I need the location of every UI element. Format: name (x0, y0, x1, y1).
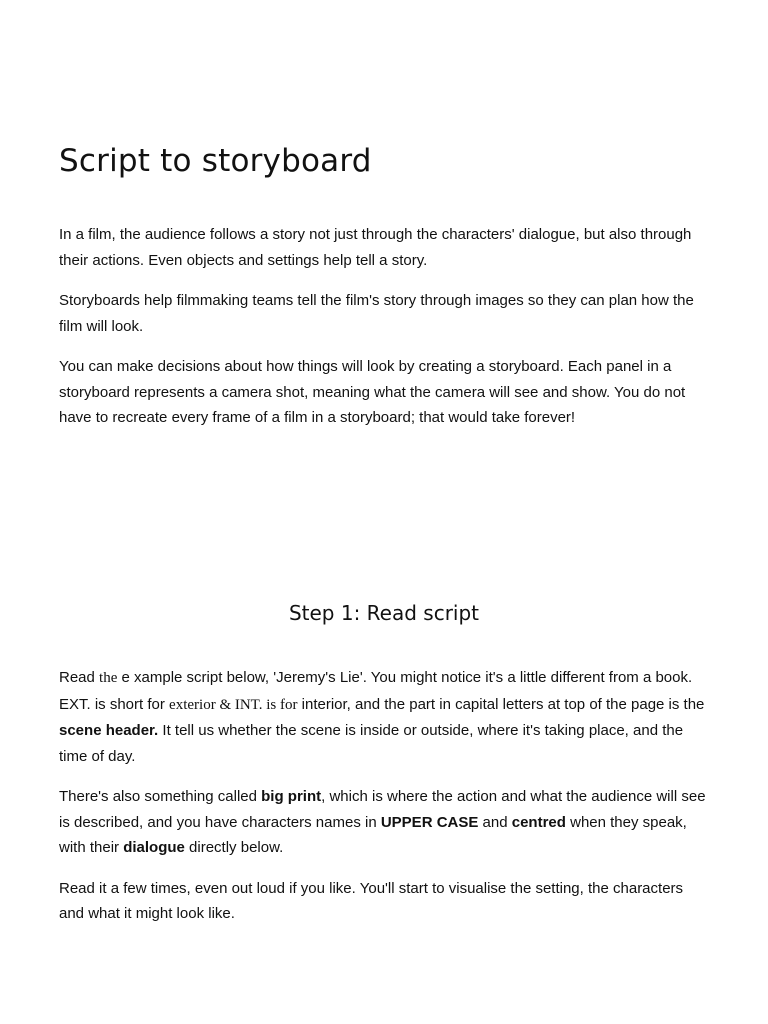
text-run: It tell us whether the scene is inside or outside, where it's taking place, and the time of day. (59, 722, 684, 765)
bold-term-dialogue: dialogue (123, 839, 185, 856)
step1-section (59, 665, 709, 927)
step-heading: Step 1: Read script (288, 601, 480, 625)
intro-paragraph: Storyboards help filmmaking teams tell the film's story through images so they can plan how the film will look. (59, 292, 694, 335)
text-run: when they speak, with their (59, 813, 687, 856)
intro-paragraph: In a film, the audience follows a story not just through the characters' dialogue, but also through their actions. Even objects and settings help tell a story. (59, 226, 692, 269)
text-run: , which is where the action and what the audience will see is described, and you have characters names in (59, 788, 706, 831)
text-run: exterior & INT. is for (169, 696, 298, 713)
text-run: e xample script below, 'Jeremy's Lie'. You might notice it's a little different from a book. EXT. is short for (59, 669, 693, 713)
bold-term-centred: centred (511, 813, 566, 831)
step1-paragraph-2 (59, 784, 709, 861)
page-title: Script to storyboard (59, 143, 372, 179)
bold-term-upper-case: UPPER CASE (380, 813, 479, 831)
text-run: Read (59, 669, 100, 686)
step1-paragraph-3: Read it a few times, even out loud if you like. You'll start to visualise the setting, the characters and what it might look like. (59, 879, 684, 922)
text-run: interior, and the part in capital letters at top of the page is the (297, 695, 705, 713)
text-run: There's also something called (59, 788, 262, 805)
step1-paragraph-1 (59, 665, 709, 769)
text-run: the (99, 670, 118, 686)
intro-paragraph: You can make decisions about how things will look by creating a storyboard. Each panel in a storyboard represents a camera shot, meaning what the camera will see and show. You do not have to recreate every frame of a film in a storyboard; that would take forever! (59, 358, 686, 426)
text-run: and (478, 813, 512, 831)
bold-term-big-print: big print (261, 788, 322, 805)
intro-section (59, 222, 709, 431)
bold-term-scene-header: scene header. (59, 722, 159, 739)
text-run: directly below. (184, 839, 284, 856)
